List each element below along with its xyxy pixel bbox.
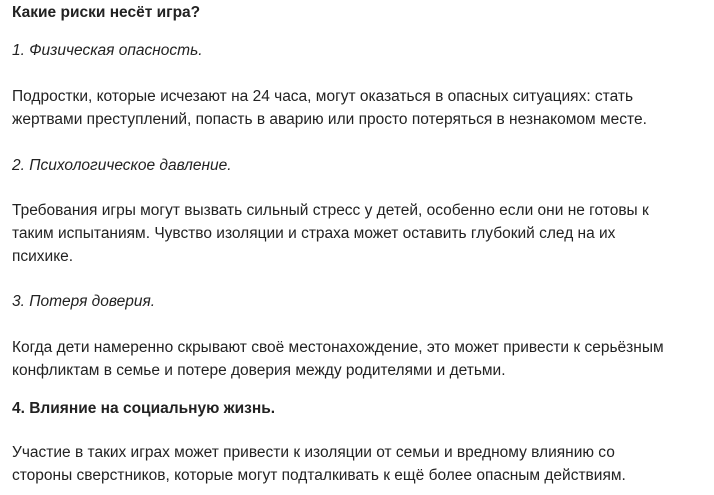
paragraph-line: Подростки, которые исчезают на 24 часа, могут оказаться в опасных ситуациях: стать	[12, 88, 634, 105]
section-heading-loss-of-trust: 3. Потеря доверия.	[12, 293, 156, 310]
section-heading-social-life: 4. Влияние на социальную жизнь.	[12, 400, 276, 417]
section-heading-psychological-pressure: 2. Психологическое давление.	[12, 157, 232, 174]
article-title: Какие риски несёт игра?	[12, 4, 201, 21]
paragraph-line: Участие в таких играх может привести к изоляции от семьи и вредному влиянию со	[12, 444, 615, 461]
paragraph-line: таким испытаниям. Чувство изоляции и страха может оставить глубокий след на их	[12, 225, 616, 242]
paragraph-line: Когда дети намеренно скрывают своё местонахождение, это может привести к серьёзным	[12, 339, 664, 356]
section-heading-physical-danger: 1. Физическая опасность.	[12, 42, 203, 59]
section-paragraph-physical-danger	[12, 85, 647, 131]
paragraph-line: Требования игры могут вызвать сильный стресс у детей, особенно если они не готовы к	[12, 202, 649, 219]
section-paragraph-psychological-pressure	[12, 199, 649, 268]
paragraph-line: стороны сверстников, которые могут подталкивать к ещё более опасным действиям.	[12, 467, 626, 484]
paragraph-line: жертвами преступлений, попасть в аварию или просто потеряться в незнакомом месте.	[12, 111, 647, 128]
paragraph-line: психике.	[12, 248, 74, 265]
paragraph-line: конфликтам в семье и потере доверия между родителями и детьми.	[12, 362, 506, 379]
section-paragraph-loss-of-trust	[12, 336, 664, 382]
section-paragraph-social-life	[12, 441, 626, 487]
